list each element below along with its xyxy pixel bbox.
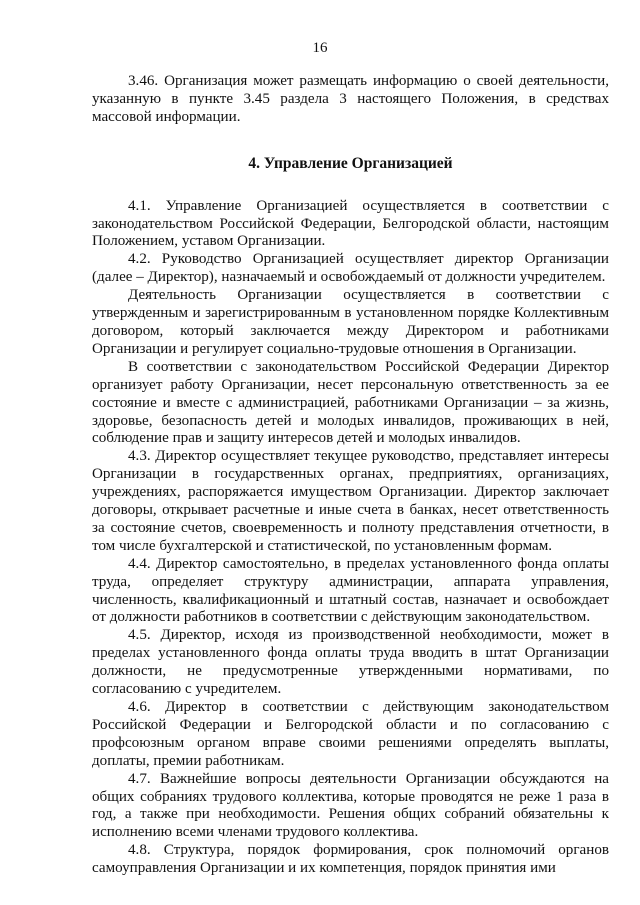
paragraph-4-3: 4.3. Директор осуществляет текущее руководство, представляет интересы Организации в государственных органах, предприятиях, организациях, учреждениях, распоряжается имуществом Организации. Директор заключает договоры, открывает расчетные и иные счета в банках, несет ответственность за состояние счетов, своевременность и полноту представления отчетности, в том числе бухгалтерской и статистической, по установленным формам. [92, 448, 609, 554]
paragraph-3-46: 3.46. Организация может размещать информацию о своей деятельности, указанную в пункте 3.45 раздела 3 настоящего Положения, в средствах массовой информации. [92, 73, 609, 125]
paragraph-4-7: 4.7. Важнейшие вопросы деятельности Организации обсуждаются на общих собраниях трудового коллектива, которые проводятся не реже 1 раза в год, а также при необходимости. Решения общих собраний обязательны к исполнению всеми членами трудового коллектива. [92, 770, 609, 841]
paragraph-4-2: 4.2. Руководство Организацией осуществляет директор Организации (далее – Директор), назначаемый и освобождаемый от должности учредителем. [92, 251, 609, 286]
paragraph-4-5: 4.5. Директор, исходя из производственной необходимости, может в пределах установленного фонда оплаты труда вводить в штат Организации должности, не предусмотренные утвержденными нормативами, по согласованию с учредителем. [92, 627, 609, 698]
paragraph-4-4: 4.4. Директор самостоятельно, в пределах установленного фонда оплаты труда, определяет структуру администрации, аппарата управления, численность, квалификационный и штатный состав, назначает и освобождает от должности работников в соответствии с действующим законодательством. [92, 555, 609, 626]
paragraph-responsibility: В соответствии с законодательством Российской Федерации Директор организует работу Организации, несет персональную ответственность за ее состояние и вместе с администрацией, работниками Организации – за жизнь, здоровье, безопасность детей и молодых инвалидов, проживающих в ней, соблюдение прав и защиту интересов детей и молодых инвалидов. [92, 358, 609, 447]
section-heading: 4. Управление Организацией [248, 154, 453, 172]
paragraph-4-1: 4.1. Управление Организацией осуществляется в соответствии с законодательством Российской Федерации, Белгородской области, настоящим Положением, уставом Организации. [92, 197, 609, 250]
paragraph-activity: Деятельность Организации осуществляется в соответствии с утвержденным и зарегистрированным в установленном порядке Коллективным договором, который заключается между Директором и работниками Организации и регулирует социально-трудовые отношения в Организации. [92, 287, 609, 357]
document-body [92, 73, 609, 878]
paragraph-4-6: 4.6. Директор в соответствии с действующим законодательством Российской Федерации и Белгородской области и по согласованию с профсоюзным органом вправе своими решениями определять выплаты, доплаты, премии работникам. [92, 699, 609, 769]
paragraph-4-8: 4.8. Структура, порядок формирования, срок полномочий органов самоуправления Организации и их компетенция, порядок принятия ими [92, 842, 609, 877]
page-number: 16 [312, 40, 328, 56]
